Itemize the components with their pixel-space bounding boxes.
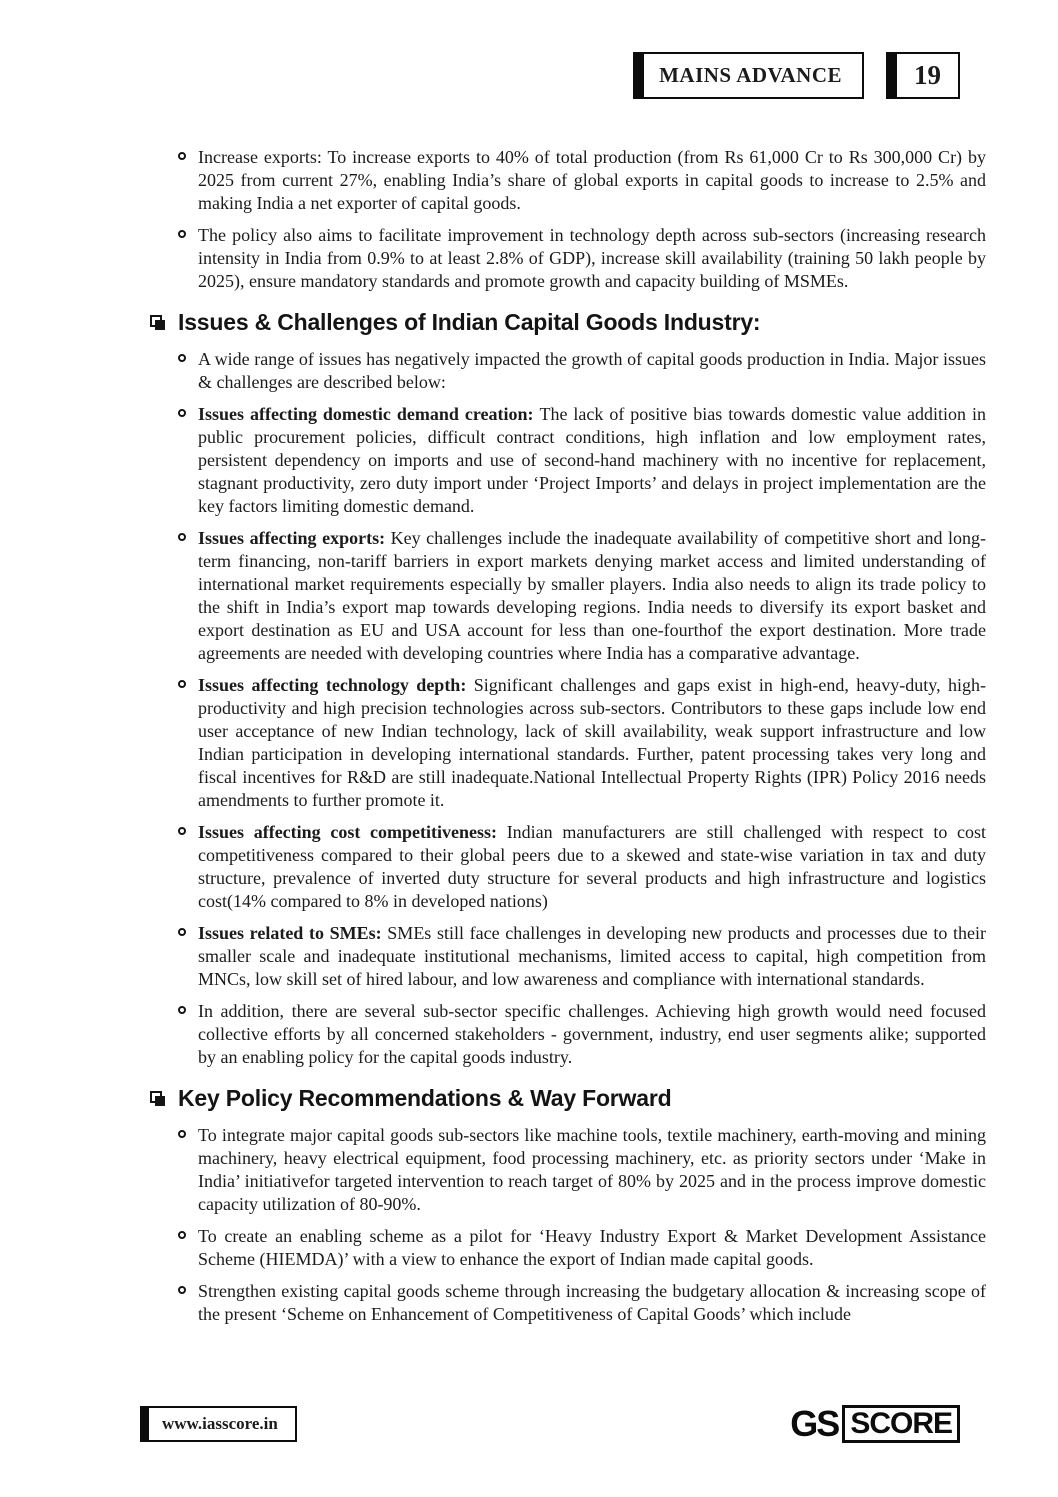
badge-label: MAINS ADVANCE [659,63,842,87]
bullet-body: The lack of positive bias towards domestic value addition in public procurement policies, difficult contract conditions, high inflation and low employment rates, persistent dependency on imports and use of second-hand machinery with no incentive for replacement, stagnant productivity, zero duty import under ‘Project Imports’ and delays in project implementation are the key factors limiting domestic demand. [198,404,986,516]
page-number-value: 19 [914,60,941,90]
page-footer [140,1405,960,1443]
bullet-body: To create an enabling scheme as a pilot for ‘Heavy Industry Export & Market Development Assistance Scheme (HIEMDA)’ with a view to enhance the export of Indian made capital goods. [198,1226,986,1269]
bullet-icon [178,354,186,362]
bullet-body: Increase exports: To increase exports to 40% of total production (from Rs 61,000 Cr to Rs 300,000 Cr) by 2025 from current 27%, enabling India’s share of global exports in capital goods to increase to 2.5% and making India a net exporter of capital goods. [198,147,986,213]
list-item [150,922,986,991]
section-marker-icon [150,1091,165,1106]
bullet-body: Strengthen existing capital goods scheme through increasing the budgetary allocation & increasing scope of the present ‘Scheme on Enhancement of Competitiveness of Capital Goods’ which include [198,1281,986,1324]
bullet-icon [178,1231,186,1239]
bullet-lead: Issues affecting technology depth: [198,675,474,695]
bullet-text [198,146,986,215]
bullet-text [198,1225,986,1271]
bullet-icon [178,1006,186,1014]
bullet-body: Significant challenges and gaps exist in high-end, heavy-duty, high-productivity and high precision technologies across sub-sectors. Contributors to these gaps include low end user acceptance of new Indian technology, lack of skill availability, weak support infrastructure and low Indian participation in developing international standards. Further, patent processing takes very long and fiscal incentives for R&D are still inadequate.National Intellectual Property Rights (IPR) Policy 2016 needs amendments to further promote it. [198,675,987,810]
page-content [150,146,986,1335]
list-item [150,224,986,293]
bullet-text [198,1124,986,1216]
section-heading-issues-challenges [150,309,986,336]
bullet-icon [178,680,186,688]
section-heading-key-policy [150,1085,986,1112]
bullet-icon [178,152,186,160]
bullet-body: Indian manufacturers are still challenged with respect to cost competitiveness compared to their global peers due to a skewed and state-wise variation in tax and duty structure, prevalence of inverted duty structure for several products and high infrastructure and logistics cost(14% compared to 8% in developed nations) [198,822,986,911]
bullet-lead: Issues related to SMEs: [198,923,388,943]
list-item [150,674,986,812]
list-item [150,348,986,394]
bullet-body: A wide range of issues has negatively impacted the growth of capital goods production in India. Major issues & challenges are described below: [198,349,986,392]
list-item [150,821,986,913]
bullet-icon [178,1286,186,1294]
bullet-icon [178,1130,186,1138]
bullet-text [198,674,986,812]
mains-advance-badge [633,52,864,99]
bullet-body: In addition, there are several sub-sector specific challenges. Achieving high growth would need focused collective efforts by all concerned stakeholders - government, industry, end user segments alike; supported by an enabling policy for the capital goods industry. [198,1001,986,1067]
list-item [150,1000,986,1069]
list-item [150,1124,986,1216]
bullet-icon [178,409,186,417]
bullet-icon [178,533,186,541]
list-item [150,1280,986,1326]
bullet-body: SMEs still face challenges in developing new products and processes due to their smaller scale and inadequate institutional mechanisms, limited access to capital, high competition from MNCs, low skill set of hired labour, and low awareness and compliance with international standards. [198,923,986,989]
bullet-body: To integrate major capital goods sub-sectors like machine tools, textile machinery, earth-moving and mining machinery, heavy electrical equipment, food processing machinery, etc. as priority sectors under ‘Make in India’ initiativefor targeted intervention to reach target of 80% by 2025 and in the process improve domestic capacity utilization of 80-90%. [198,1125,986,1214]
list-item [150,403,986,518]
bullet-lead: Issues affecting cost competitiveness: [198,822,507,842]
section-marker-icon [150,315,165,330]
bullet-text [198,1280,986,1326]
bullet-icon [178,230,186,238]
section-title-text: Issues & Challenges of Indian Capital Goods Industry: [178,309,761,335]
bullet-text [198,922,986,991]
bullet-text [198,348,986,394]
bullet-text [198,527,986,665]
page-number [886,52,960,99]
section-title-text: Key Policy Recommendations & Way Forward [178,1085,672,1111]
bullet-text [198,1000,986,1069]
gsscore-logo [790,1405,960,1443]
list-item [150,527,986,665]
list-item [150,1225,986,1271]
bullet-lead: Issues affecting domestic demand creation: [198,404,540,424]
bullet-body: The policy also aims to facilitate improvement in technology depth across sub-sectors (increasing research intensity in India from 0.9% to at least 2.8% of GDP), increase skill availability (training 50 lakh people by 2025), ensure mandatory standards and promote growth and capacity building of MSMEs. [198,225,986,291]
bullet-icon [178,827,186,835]
bullet-text [198,821,986,913]
website-box [140,1406,297,1442]
bullet-icon [178,928,186,936]
list-item [150,146,986,215]
page-header [633,52,960,99]
bullet-lead: Issues affecting exports: [198,528,391,548]
logo-score-text: SCORE [842,1405,960,1443]
bullet-text [198,403,986,518]
logo-gs-text: GS [790,1403,839,1444]
bullet-text [198,224,986,293]
website-url: www.iasscore.in [162,1414,278,1433]
bullet-body: Key challenges include the inadequate availability of competitive short and long-term financing, non-tariff barriers in export markets denying market access and limited understanding of international market requirements especially by smaller players. India also needs to align its trade policy to the shift in India’s export map towards developing regions. India needs to diversify its export basket and export destination as EU and USA account for less than one-fourthof the export destination. More trade agreements are needed with developing countries where India has a comparative advantage. [198,528,986,663]
